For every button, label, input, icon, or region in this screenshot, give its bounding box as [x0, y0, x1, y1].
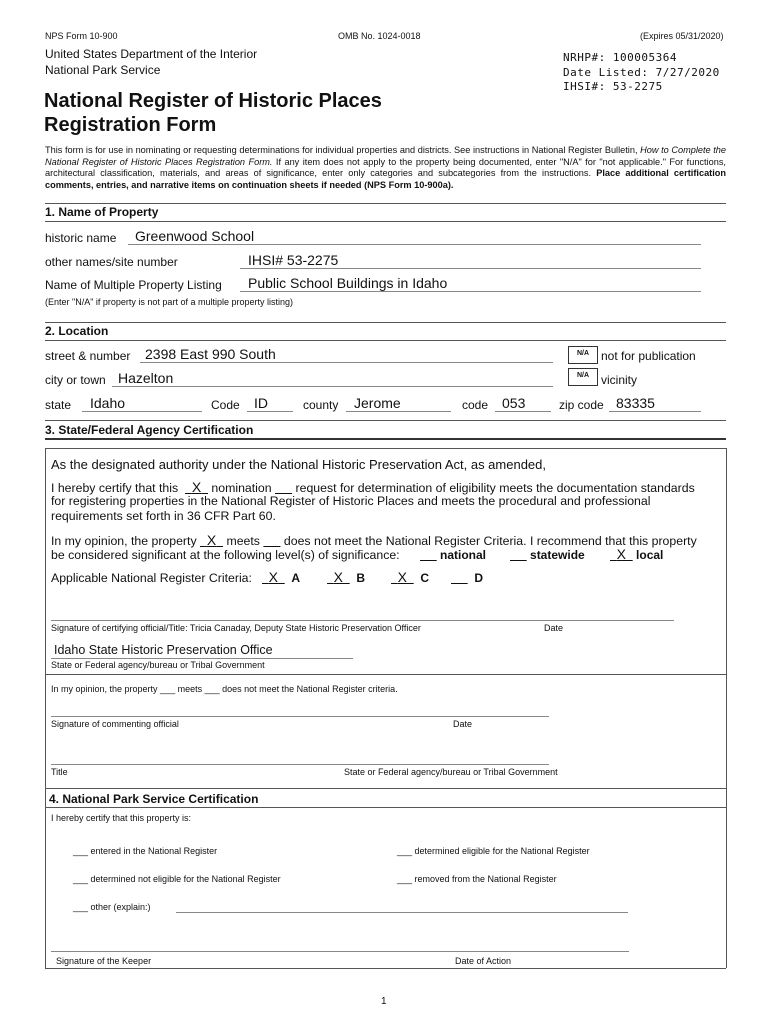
zip-field[interactable]: 83335: [616, 395, 655, 411]
level-national[interactable]: national: [440, 548, 487, 562]
agency-line1: United States Department of the Interior: [45, 47, 258, 61]
criteria-label: Applicable National Register Criteria:: [51, 571, 252, 585]
state-code-field[interactable]: ID: [254, 395, 268, 411]
keeper-signature-label: Signature of the Keeper: [56, 956, 152, 966]
signature-line: [51, 951, 629, 952]
signature-line: [51, 620, 674, 621]
border-left: [45, 448, 46, 788]
office-field[interactable]: Idaho State Historic Preservation Office: [54, 643, 273, 657]
field-underline: [240, 291, 701, 292]
state-label: state: [45, 398, 72, 412]
county-field[interactable]: Jerome: [354, 395, 401, 411]
cert-line3: for registering properties in the National Register of Historic Places and meets the procedural and professional: [51, 494, 651, 508]
section4-heading: 4. National Park Service Certification: [49, 792, 259, 806]
authority-line: As the designated authority under the National Historic Preservation Act, as amended,: [51, 457, 547, 472]
criteria-b[interactable]: X B: [333, 569, 366, 585]
border-right: [726, 788, 727, 968]
commenting-official-label: Signature of commenting official: [51, 719, 179, 729]
mpl-label: Name of Multiple Property Listing: [45, 278, 222, 292]
cert-line4: requirements set forth in 36 CFR Part 60.: [51, 509, 276, 523]
divider: [45, 221, 726, 222]
county-code-label: code: [462, 398, 489, 412]
county-label: county: [303, 398, 339, 412]
not-for-publication-label: not for publication: [601, 349, 696, 363]
level-local[interactable]: X local: [616, 546, 664, 562]
field-underline: [247, 411, 293, 412]
divider: [45, 438, 726, 440]
criteria-c[interactable]: X C: [397, 569, 430, 585]
other-names-label: other names/site number: [45, 255, 178, 269]
ihsi-number: IHSI#: 53-2275: [563, 80, 663, 93]
divider: [45, 322, 726, 323]
level-statewide[interactable]: statewide: [530, 548, 585, 562]
date-label: Date: [544, 623, 564, 633]
agency-label: State or Federal agency/bureau or Tribal Government: [344, 767, 558, 777]
explain-line: [176, 912, 628, 913]
form-title-line1: National Register of Historic Places: [44, 90, 382, 112]
divider: [45, 340, 726, 341]
section2-heading: 2. Location: [45, 324, 109, 338]
entered-option[interactable]: ___ entered in the National Register: [73, 846, 218, 856]
field-underline: [128, 244, 701, 245]
street-label: street & number: [45, 349, 131, 363]
removed-option[interactable]: ___ removed from the National Register: [397, 874, 557, 884]
opinion2-line: In my opinion, the property ___ meets ___ does not meet the National Register criteria.: [51, 684, 398, 694]
city-label: city or town: [45, 373, 106, 387]
field-underline: [346, 411, 451, 412]
county-code-field[interactable]: 053: [502, 395, 526, 411]
section3-heading: 3. State/Federal Agency Certification: [45, 423, 254, 437]
field-underline: [609, 411, 701, 412]
office-label: State or Federal agency/bureau or Tribal Government: [51, 660, 265, 670]
mpl-note: (Enter "N/A" if property is not part of a multiple property listing): [45, 297, 293, 307]
determined-not-eligible-option[interactable]: ___ determined not eligible for the National Register: [73, 874, 281, 884]
other-names-field[interactable]: IHSI# 53-2275: [248, 252, 339, 268]
na-checkbox-publication[interactable]: N/A: [568, 346, 598, 364]
street-field[interactable]: 2398 East 990 South: [145, 346, 276, 362]
significance-line: be considered significant at the following level(s) of significance:: [51, 548, 400, 562]
nrhp-number: NRHP#: 100005364: [563, 51, 677, 64]
request-mark[interactable]: [275, 481, 292, 495]
state-field[interactable]: Idaho: [90, 395, 126, 411]
divider: [45, 807, 726, 808]
vicinity-label: vicinity: [601, 373, 638, 387]
expiration: (Expires 05/31/2020): [640, 31, 724, 41]
certifying-official-label: Signature of certifying official/Title: Tricia Canaday, Deputy State Historic Preservation Officer: [51, 623, 421, 633]
field-underline: [495, 411, 551, 412]
title-label: Title: [51, 767, 68, 777]
form-number: NPS Form 10-900: [45, 31, 118, 41]
signature-line: [51, 764, 549, 765]
divider: [45, 674, 726, 675]
field-underline: [112, 386, 553, 387]
state-code-label: Code: [211, 398, 240, 412]
border-top: [45, 448, 726, 449]
city-field[interactable]: Hazelton: [118, 370, 174, 386]
other-option[interactable]: ___ other (explain:): [73, 902, 151, 912]
historic-name-field[interactable]: Greenwood School: [135, 228, 255, 244]
zip-label: zip code: [559, 398, 604, 412]
field-underline: [82, 411, 202, 412]
field-underline: [240, 268, 701, 269]
historic-name-label: historic name: [45, 231, 117, 245]
mpl-field[interactable]: Public School Buildings in Idaho: [248, 275, 448, 291]
form-title-line2: Registration Form: [44, 114, 217, 136]
border-right: [726, 448, 727, 788]
field-underline: [140, 362, 553, 363]
date-listed: Date Listed: 7/27/2020: [563, 66, 720, 79]
opinion-line: In my opinion, the property X meets does not meet the National Register Criteria. I recommend that this property: [51, 532, 697, 548]
criteria-a[interactable]: X A: [268, 569, 301, 585]
date-of-action-label: Date of Action: [455, 956, 512, 966]
divider: [45, 968, 726, 969]
page-number: 1: [381, 996, 387, 1007]
signature-line: [51, 716, 549, 717]
omb-number: OMB No. 1024-0018: [338, 31, 421, 41]
criteria-d[interactable]: D: [474, 571, 484, 585]
agency-line2: National Park Service: [45, 63, 161, 77]
divider: [45, 420, 726, 421]
nps-intro: I hereby certify that this property is:: [51, 813, 192, 823]
certify-line: I hereby certify that this X nomination request for determination of eligibility meets the documentation standards: [51, 479, 695, 495]
intro-paragraph: This form is for use in nominating or requesting determinations for individual properties and districts. See instructions in National Register Bulletin, How to Complete the National Register of Historic Places Registration Form. If any item does not apply to the property being documented, enter "N/A" for "not applicable." For functions, architectural classification, materials, and areas of significance, enter only categories and subcategories from the instructions. Place additional certification comments, entries, and narrative items on continuation sheets if needed (NPS Form 10-900a).: [45, 145, 727, 190]
determined-eligible-option[interactable]: ___ determined eligible for the National Register: [397, 846, 590, 856]
meets-mark[interactable]: X: [206, 532, 217, 548]
section1-heading: 1. Name of Property: [45, 205, 159, 219]
date-label: Date: [453, 719, 473, 729]
nomination-mark[interactable]: X: [191, 479, 202, 495]
divider: [45, 788, 726, 789]
field-underline: [51, 658, 353, 659]
na-checkbox-vicinity[interactable]: N/A: [568, 368, 598, 386]
border-left: [45, 788, 46, 968]
not-meets-mark[interactable]: [263, 534, 280, 548]
divider: [45, 203, 726, 204]
